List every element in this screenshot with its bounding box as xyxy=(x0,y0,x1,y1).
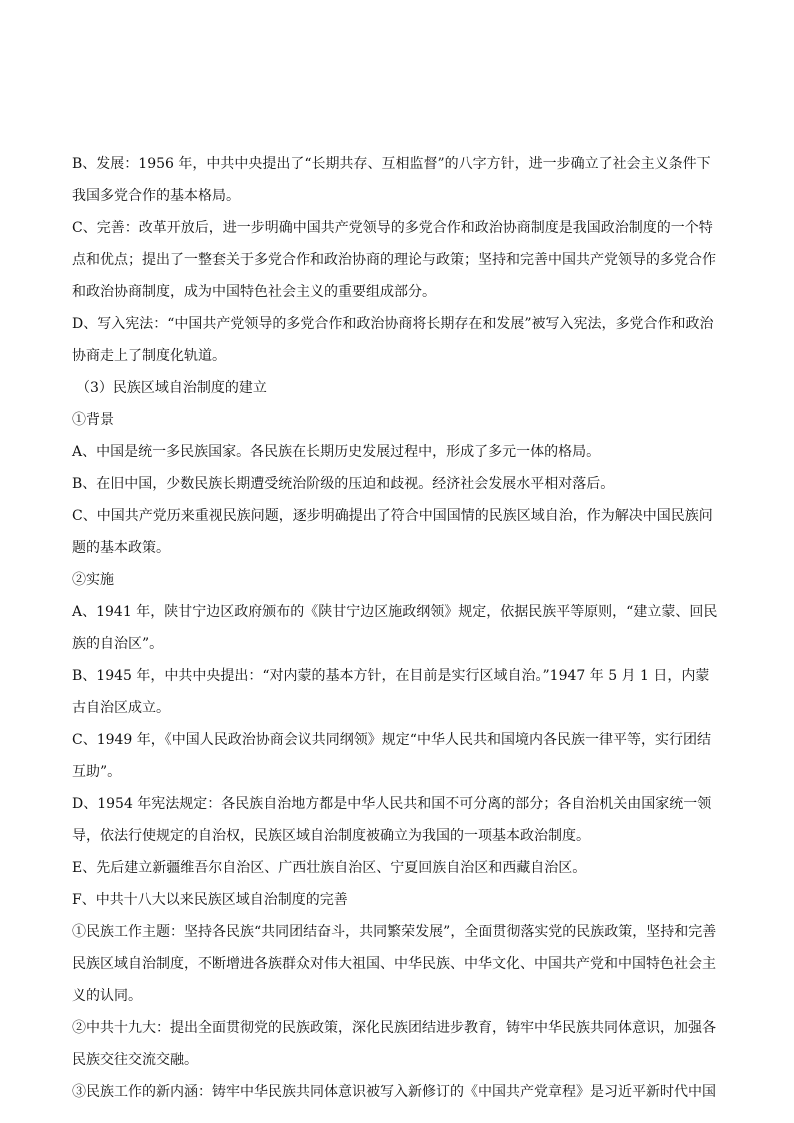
paragraph-ethnic-work-theme: ①民族工作主题：坚持各民族“共同团结奋斗，共同繁荣发展”，全面贯彻落实党的民族政策，坚持和完善民族区域自治制度，不断增进各族群众对伟大祖国、中华民族、中华文化、中国共产党和中国特色社会主义的认同。 xyxy=(72,924,717,1004)
subheading-background: ①背景 xyxy=(72,412,114,428)
paragraph-new-connotation: ③民族工作的新内涵：铸牢中华民族共同体意识被写入新修订的《中国共产党章程》是习近平新时代中国 xyxy=(72,1084,716,1100)
paragraph-implementation-d: D、1954 年宪法规定：各民族自治地方都是中华人民共和国不可分离的部分；各自治机关由国家统一领导，依法行使规定的自治权，民族区域自治制度被确立为我国的一项基本政治制度。 xyxy=(72,796,712,844)
paragraph-implementation-a: A、1941 年，陕甘宁边区政府颁布的《陕甘宁边区施政纲领》规定，依据民族平等原则，“建立蒙、回民族的自治区”。 xyxy=(72,604,718,652)
paragraph-background-a: A、中国是统一多民族国家。各民族在长期历史发展过程中，形成了多元一体的格局。 xyxy=(72,444,601,460)
document-page xyxy=(72,148,722,1108)
paragraph-background-c: C、中国共产党历来重视民族问题，逐步明确提出了符合中国国情的民族区域自治，作为解决中国民族问题的基本政策。 xyxy=(72,508,713,556)
subheading-implementation: ②实施 xyxy=(72,572,114,588)
paragraph-implementation-f: F、中共十八大以来民族区域自治制度的完善 xyxy=(72,892,348,908)
paragraph-background-b: B、在旧中国，少数民族长期遭受统治阶级的压迫和歧视。经济社会发展水平相对落后。 xyxy=(72,476,615,492)
paragraph-constitution: D、写入宪法：“中国共产党领导的多党合作和政治协商将长期存在和发展”被写入宪法，多党合作和政治协商走上了制度化轨道。 xyxy=(72,316,714,364)
paragraph-nineteenth-congress: ②中共十九大：提出全面贯彻党的民族政策，深化民族团结进步教育，铸牢中华民族共同体意识，加强各民族交往交流交融。 xyxy=(72,1020,716,1068)
paragraph-improvement: C、完善：改革开放后，进一步明确中国共产党领导的多党合作和政治协商制度是我国政治制度的一个特点和优点；提出了一整套关于多党合作和政治协商的理论与政策；坚持和完善中国共产党领导的多党合作和政治协商制度，成为中国特色社会主义的重要组成部分。 xyxy=(72,220,716,300)
paragraph-development: B、发展：1956 年，中共中央提出了“长期共存、互相监督”的八字方针，进一步确立了社会主义条件下我国多党合作的基本格局。 xyxy=(72,156,711,204)
paragraph-implementation-c: C、1949 年，《中国人民政治协商会议共同纲领》规定“中华人民共和国境内各民族一律平等，实行团结互助”。 xyxy=(72,732,711,780)
section-heading-regional-autonomy: （3）民族区域自治制度的建立 xyxy=(76,380,267,396)
paragraph-implementation-e: E、先后建立新疆维吾尔自治区、广西壮族自治区、宁夏回族自治区和西藏自治区。 xyxy=(72,860,587,876)
paragraph-implementation-b: B、1945 年，中共中央提出：“对内蒙的基本方针，在目前是实行区域自治。”1947 年 5 月 1 日，内蒙古自治区成立。 xyxy=(72,668,710,716)
